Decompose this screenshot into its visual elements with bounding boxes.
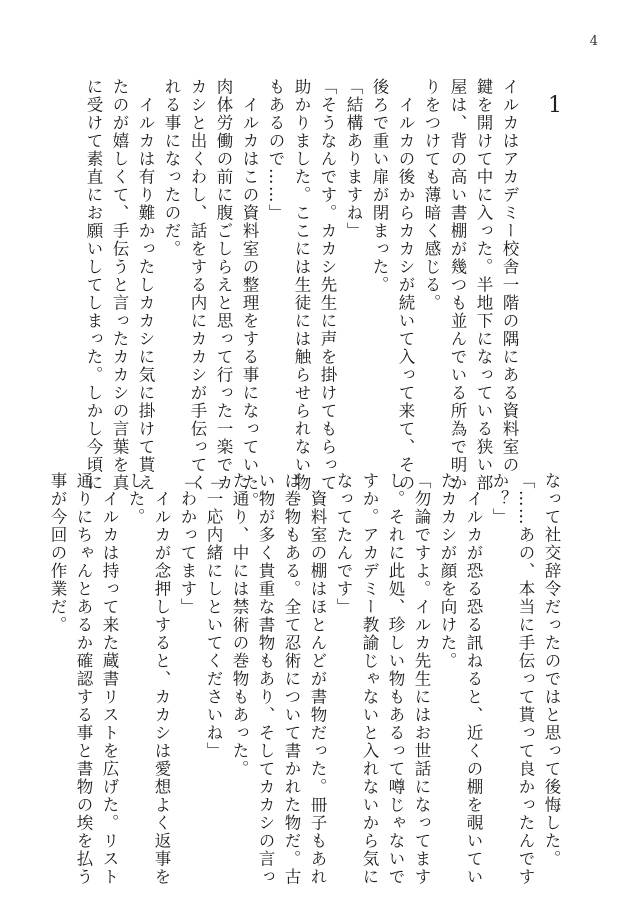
text-line: 屋は、背の高い書棚が幾つも並んでいる所為で明か (448, 78, 467, 492)
text-line: ば巻物もある。全て忍術について書かれた物だ。古 (282, 472, 301, 886)
text-line: 「結構ありますね」 (344, 78, 363, 240)
text-line: もあるので……」 (266, 78, 285, 222)
text-line: イルカは持って来た蔵書リストを広げた。リスト (100, 472, 119, 886)
page-number: 4 (589, 34, 598, 49)
text-line: 助かりました。ここには生徒には触らせられない物 (292, 78, 311, 492)
text-line: に受けて素直にお願いしてしまった。しかし今頃に (84, 78, 103, 492)
text-line: イルカが恐る恐る訊ねると、近くの棚を覗いてい (464, 472, 483, 886)
text-line: か？」 (490, 472, 509, 526)
text-line: 資料室の棚はほとんどが書物だった。冊子もあれ (308, 472, 327, 886)
text-line: 事が今回の作業だ。 (48, 472, 67, 634)
text-line: なって社交辞令だったのではと思って後悔した。 (542, 472, 561, 868)
text-line: 「……あの、本当に手伝って貰って良かったんです (516, 472, 535, 886)
text-line: れる事になったのだ。 (162, 78, 181, 258)
text-line: 「そうなんです。カカシ先生に声を掛けてもらって (318, 78, 337, 492)
chapter-number: 1 (548, 93, 562, 118)
text-line: 「一応内緒にしといてくださいね」 (204, 472, 223, 760)
text-line: イルカはこの資料室の整理をする事になっていた。 (240, 78, 259, 510)
text-line: イルカはアカデミー校舎一階の隅にある資料室の (500, 78, 519, 474)
text-line: 肉体労働の前に腹ごしらえと思って行った一楽でカ (214, 78, 233, 492)
text-line: た通り、中には禁術の巻物もあった。 (230, 472, 249, 778)
text-line: イルカは有り難かったしカカシに気に掛けて貰え (136, 78, 155, 492)
text-line: 「わかってます」 (178, 472, 197, 616)
text-line: なってたんです」 (334, 472, 353, 616)
text-line: した。 (126, 472, 145, 526)
text-line: し。それに此処、珍しい物もあるって噂じゃないで (386, 472, 405, 886)
text-line: 「勿論ですよ。イルカ先生にはお世話になってます (412, 472, 431, 886)
upper-text-block (84, 78, 522, 510)
text-line: すか。アカデミー教諭じゃないと入れないから気に (360, 472, 379, 886)
text-line: カシと出くわし、話をする内にカカシが手伝ってく (188, 78, 207, 492)
text-line: い物が多く貴重な書物もあり、そしてカカシの言っ (256, 472, 275, 886)
text-line: イルカの後からカカシが続いて入って来て、その (396, 78, 415, 492)
text-line: イルカが念押しすると、カカシは愛想よく返事を (152, 472, 171, 886)
text-line: りをつけても薄暗く感じる。 (422, 78, 441, 312)
text-line: 後ろで重い扉が閉まった。 (370, 78, 389, 294)
text-line: たのが嬉しくて、手伝うと言ったカカシの言葉を真 (110, 78, 129, 492)
text-line: 鍵を開けて中に入った。半地下になっている狭い部 (474, 78, 493, 492)
text-line: たカカシが顔を向けた。 (438, 472, 457, 670)
text-line: 通りにちゃんとあるか確認する事と書物の埃を払う (74, 472, 93, 886)
lower-text-block (48, 472, 564, 886)
